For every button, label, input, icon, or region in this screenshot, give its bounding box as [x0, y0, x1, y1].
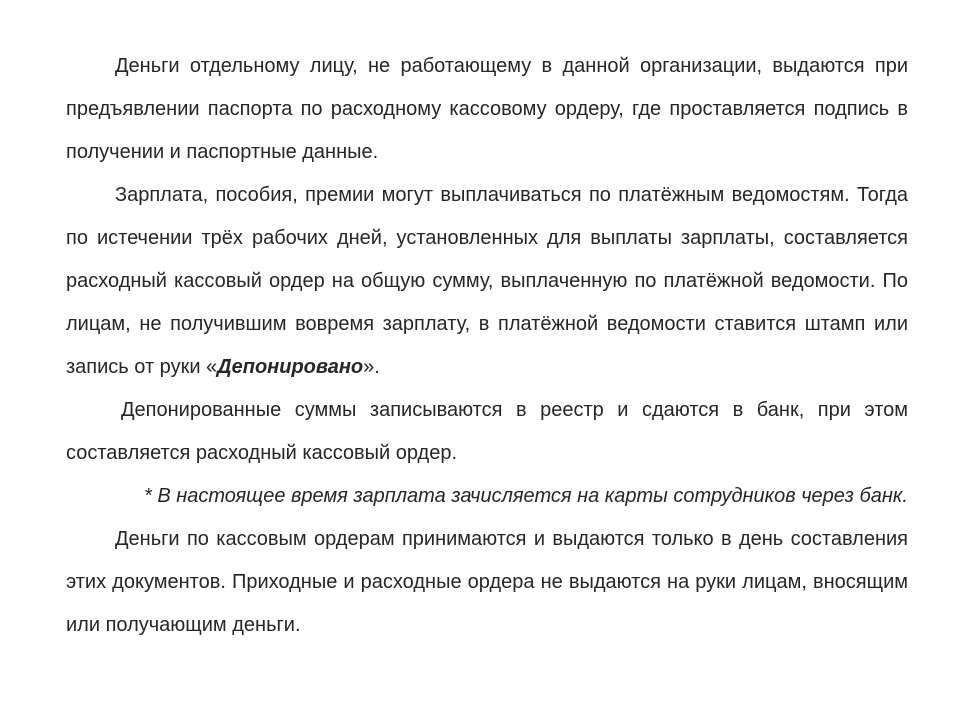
- paragraph-payroll-statements: [66, 174, 908, 389]
- paragraph-payroll-text-before: Зарплата, пособия, премии могут выплачиваться по платёжным ведомостям. Тогда по истечении трёх рабочих дней, установленных для выплаты зарплаты, составляется расходный кассовый ордер на общую сумму, выплаченную по платёжной ведомости. По лицам, не получившим вовремя зарплату, в платёжной ведомости ставится штамп или запись от руки «: [66, 184, 908, 378]
- document-body: [66, 45, 908, 647]
- emphasis-deposited: Депонировано: [217, 356, 364, 378]
- footnote-salary-cards: * В настоящее время зарплата зачисляется на карты сотрудников через банк.: [144, 485, 908, 507]
- paragraph-cash-to-non-employee: Деньги отдельному лицу, не работающему в данной организации, выдаются при предъявлении паспорта по расходному кассовому ордеру, где проставляется подпись в получении и паспортные данные.: [66, 55, 908, 163]
- paragraph-same-day-rule: Деньги по кассовым ордерам принимаются и выдаются только в день составления этих документов. Приходные и расходные ордера не выдаются на руки лицам, вносящим или получающим деньги.: [66, 528, 908, 636]
- paragraph-payroll-text-after: ».: [363, 356, 380, 378]
- paragraph-deposited-sums: Депонированные суммы записываются в реестр и сдаются в банк, при этом составляется расходный кассовый ордер.: [66, 399, 908, 464]
